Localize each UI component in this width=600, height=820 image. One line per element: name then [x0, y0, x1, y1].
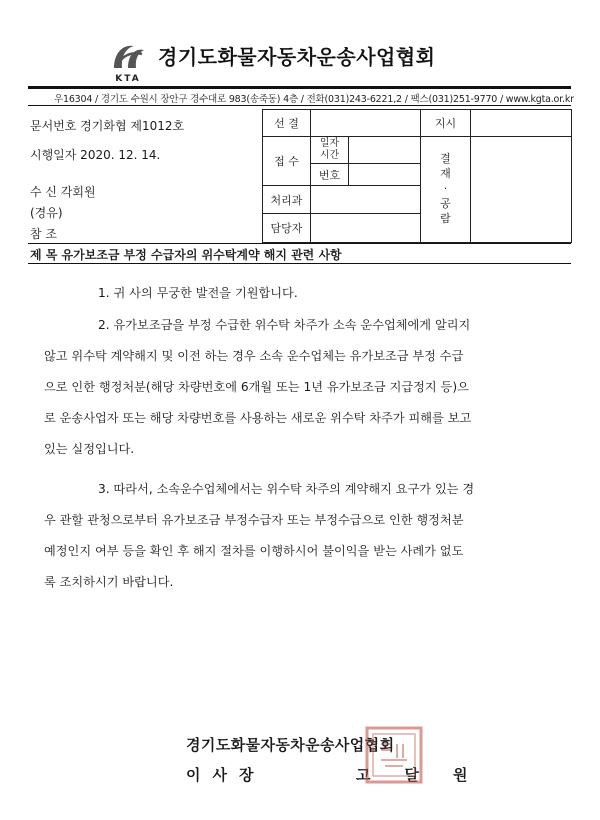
- ilja-label: 일자: [319, 138, 340, 149]
- paragraph-3-line-2: 우 관할 관청으로부터 유가보조금 부정수급자 또는 부정수급으로 인한 행정처분: [44, 513, 464, 527]
- gyeoljae-char-5: 람: [440, 211, 451, 225]
- gyeoljae-char-4: 공: [440, 196, 451, 210]
- paragraph-3-line-1: 3. 따라서, 소속운수업체에서는 위수탁 차주의 계약해지 요구가 있는 경: [98, 482, 475, 496]
- gyeoljae-char-3: ·: [443, 182, 448, 196]
- approval-table: [262, 109, 572, 243]
- jeopsu-label: 접 수: [263, 137, 311, 186]
- gyeoljae-field: [471, 137, 572, 243]
- paragraph-3-line-3: 예정인지 여부 등을 확인 후 해지 절차를 이행하시어 불이익을 받는 사례가 없도: [44, 544, 464, 558]
- via: (경유): [30, 206, 63, 220]
- sigan-label: 시간: [319, 150, 340, 161]
- gyeoljae-char-1: 결: [440, 152, 451, 166]
- issue-date: 시행일자 2020. 12. 14.: [30, 148, 161, 162]
- official-seal-stamp: [363, 724, 425, 786]
- kta-emblem-icon: [104, 38, 152, 74]
- letterhead-divider: [28, 86, 571, 89]
- subject-line: 제 목 유가보조금 부정 수급자의 위수탁계약 해지 관련 사항: [30, 248, 342, 262]
- reference: 참 조: [30, 227, 57, 241]
- letterhead-org-name: 경기도화물자동차운송사업협회: [158, 45, 436, 69]
- gyeoljae-char-2: 재: [440, 167, 451, 181]
- paragraph-2-line-3: 으로 인한 행정처분(해당 차량번호에 6개월 또는 1년 유가보조금 지급정지 등)으: [44, 380, 469, 394]
- subject-bottom-rule: [28, 263, 571, 264]
- address-divider: [28, 105, 571, 106]
- damdangja-field: [311, 214, 421, 243]
- paragraph-2-line-4: 로 운송사업자 또는 해당 차량번호를 사용하는 새로운 위수탁 차주가 피해를 보고: [44, 411, 472, 425]
- paragraph-1: 1. 귀 사의 무궁한 발전을 기원합니다.: [98, 286, 298, 300]
- letterhead-address: 우16304 / 경기도 수원시 장안구 경수대로 983(송죽동) 4층 / 전화(031)243-6221,2 / 팩스(031)251-9770 / www.kgta.or.kr: [54, 94, 574, 105]
- seon-gyeol-field: [311, 110, 421, 137]
- gyeoljae-gonglam-label: [421, 137, 471, 243]
- seon-gyeol-label: 선 결: [263, 110, 311, 137]
- signature-role: 이사장: [186, 766, 266, 784]
- paragraph-2-line-1: 2. 유가보조금을 부정 수급한 위수탁 차주가 소속 운수업체에게 알리지: [98, 318, 471, 332]
- paragraph-2-line-2: 않고 위수탁 계약해지 및 이전 하는 경우 소속 운수업체는 유가보조금 부정 수급: [44, 349, 464, 363]
- ilja-sigan-label: [311, 137, 349, 164]
- jisi-field: [471, 110, 572, 137]
- paragraph-3-line-4: 록 조치하시기 바랍니다.: [44, 575, 174, 589]
- beonho-label: 번호: [311, 164, 349, 186]
- paragraph-2-line-5: 있는 실정입니다.: [44, 442, 135, 456]
- kta-logo: [104, 38, 152, 84]
- logo-text: KTA: [115, 74, 141, 84]
- signature-org: 경기도화물자동차운송사업협회: [186, 736, 395, 754]
- subject-top-rule: [28, 243, 571, 244]
- damdangja-label: 담당자: [263, 214, 311, 243]
- doc-number: 문서번호 경기화협 제1012호: [30, 119, 185, 133]
- beonho-field: [349, 164, 421, 186]
- signature-name: 고달원: [356, 766, 502, 784]
- jisi-label: 지시: [421, 110, 471, 137]
- recipient: 수 신 각회원: [30, 185, 96, 199]
- cheorigwa-label: 처리과: [263, 186, 311, 214]
- ilja-sigan-field: [349, 137, 421, 164]
- cheorigwa-field: [311, 186, 421, 214]
